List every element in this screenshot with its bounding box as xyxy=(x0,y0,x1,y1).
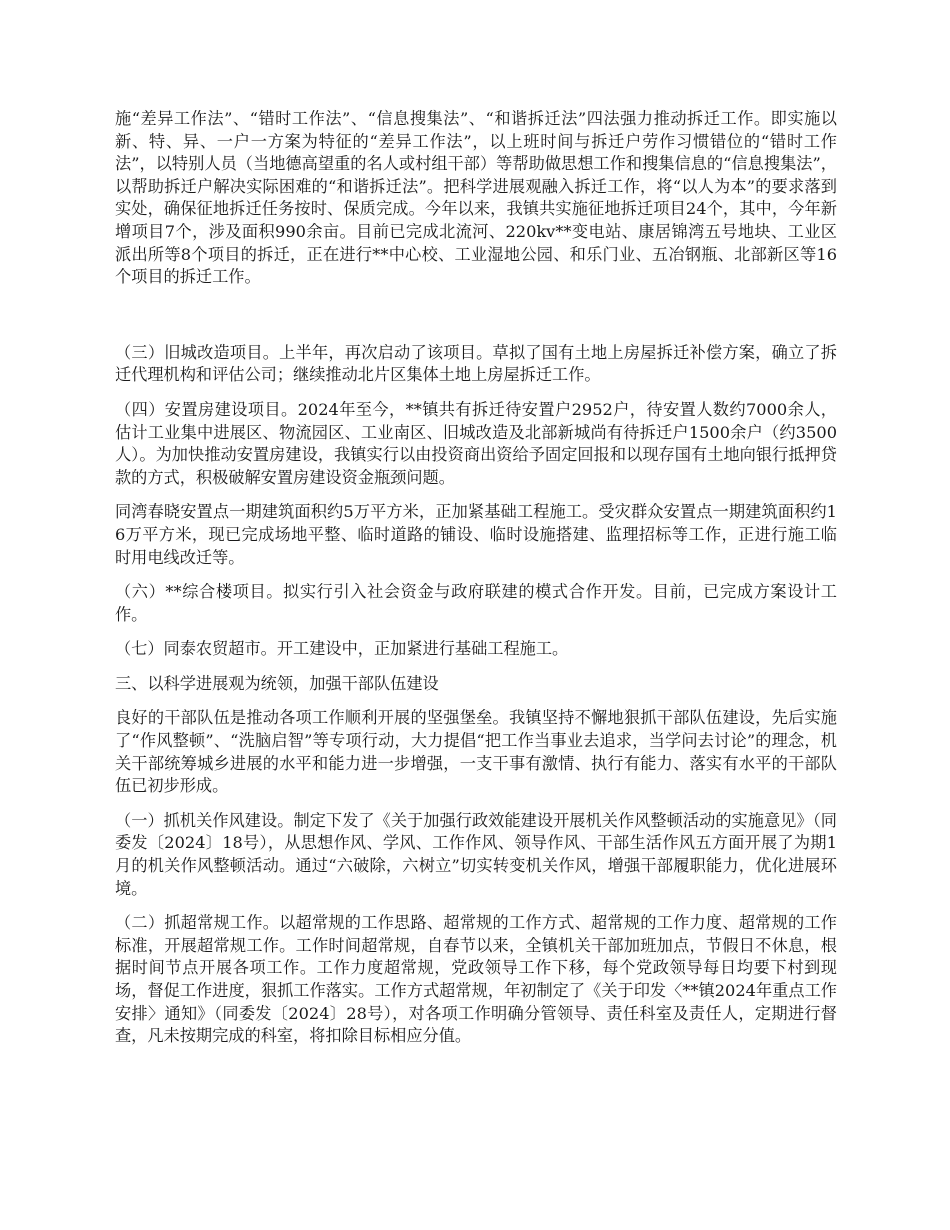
paragraph-complex-building: （六）**综合楼项目。拟实行引入社会资金与政府联建的模式合作开发。目前，已完成方案设计工作。 xyxy=(115,582,837,624)
document-body xyxy=(115,108,837,1060)
paragraph-demolition-methods: 施“差异工作法”、“错时工作法”、“信息搜集法”、“和谐拆迁法”四法强力推动拆迁工作。即实施以新、特、异、一户一方案为特征的“差异工作法”，以上班时间与拆迁户劳作习惯错位的“错时工作法”，以特别人员（当地德高望重的名人或村组干部）等帮助做思想工作和搜集信息的“信息搜集法”，以帮助拆迁户解决实际困难的“和谐拆迁法”。把科学进展观融入拆迁工作，将“以人为本”的要求落到实处，确保征地拆迁任务按时、保质完成。今年以来，我镇共实施征地拆迁项目24个，其中，今年新增项目7个，涉及面积990余亩。目前已完成北流河、220kv**变电站、康居锦湾五号地块、工业区派出所等8个项目的拆迁，正在进行**中心校、工业湿地公园、和乐门业、五冶钢瓶、北部新区等16个项目的拆迁工作。 xyxy=(115,109,837,287)
paragraph-old-town-renovation: （三）旧城改造项目。上半年，再次启动了该项目。草拟了国有土地上房屋拆迁补偿方案，确立了拆迁代理机构和评估公司；继续推动北片区集体土地上房屋拆迁工作。 xyxy=(115,342,837,385)
paragraph-extraordinary-work: （二）抓超常规工作。以超常规的工作思路、超常规的工作方式、超常规的工作力度、超常规的工作标准，开展超常规工作。工作时间超常规，自春节以来，全镇机关干部加班加点，节假日不休息，根据时间节点开展各项工作。工作力度超常规，党政领导工作下移，每个党政领导每日均要下村到现场，督促工作进度，狠抓工作落实。工作方式超常规，年初制定了《关于印发〈**镇2024年重点工作安排〉通知》（同委发〔2024〕28号），对各项工作明确分管领导、责任科室及责任人，定期进行督查，凡未按期完成的科室，将扣除目标相应分值。 xyxy=(115,913,837,1046)
paragraph-work-style: （一）抓机关作风建设。制定下发了《关于加强行政效能建设开展机关作风整顿活动的实施意见》（同委发〔2024〕18号），从思想作风、学风、工作作风、领导作风、干部生活作风五方面开展了为期1月的机关作风整顿活动。通过“六破除，六树立”切实转变机关作风，增强干部履职能力，优化进展环境。 xyxy=(115,810,837,898)
paragraph-cadre-team: 良好的干部队伍是推动各项工作顺利开展的坚强堡垒。我镇坚持不懈地狠抓干部队伍建设，先后实施了“作风整顿”、“洗脑启智”等专项行动，大力提倡“把工作当事业去追求，当学问去讨论”的理念，机关干部统筹城乡进展的水平和能力进一步增强，一支干事有激情、执行有能力、落实有水平的干部队伍已初步形成。 xyxy=(115,708,837,796)
paragraph-resettlement-sites: 同湾春晓安置点一期建筑面积约5万平方米，正加紧基础工程施工。受灾群众安置点一期建筑面积约16万平方米，现已完成场地平整、临时道路的铺设、临时设施搭建、监理招标等工作，正进行施工临时用电线改迁等。 xyxy=(115,502,837,567)
paragraph-farmers-market: （七）同泰农贸超市。开工建设中，正加紧进行基础工程施工。 xyxy=(115,639,569,659)
section-heading-cadre-building: 三、以科学进展观为统领，加强干部队伍建设 xyxy=(115,673,439,693)
paragraph-resettlement-housing: （四）安置房建设项目。2024年至今，**镇共有拆迁待安置户2952户，待安置人数约7000余人，估计工业集中进展区、物流园区、工业南区、旧城改造及北部新城尚有待拆迁户1500余户（约3500人）。为加快推动安置房建设，我镇实行以由投资商出资给予固定回报和以现存国有土地向银行抵押贷款的方式，积极破解安置房建设资金瓶颈问题。 xyxy=(115,399,837,487)
